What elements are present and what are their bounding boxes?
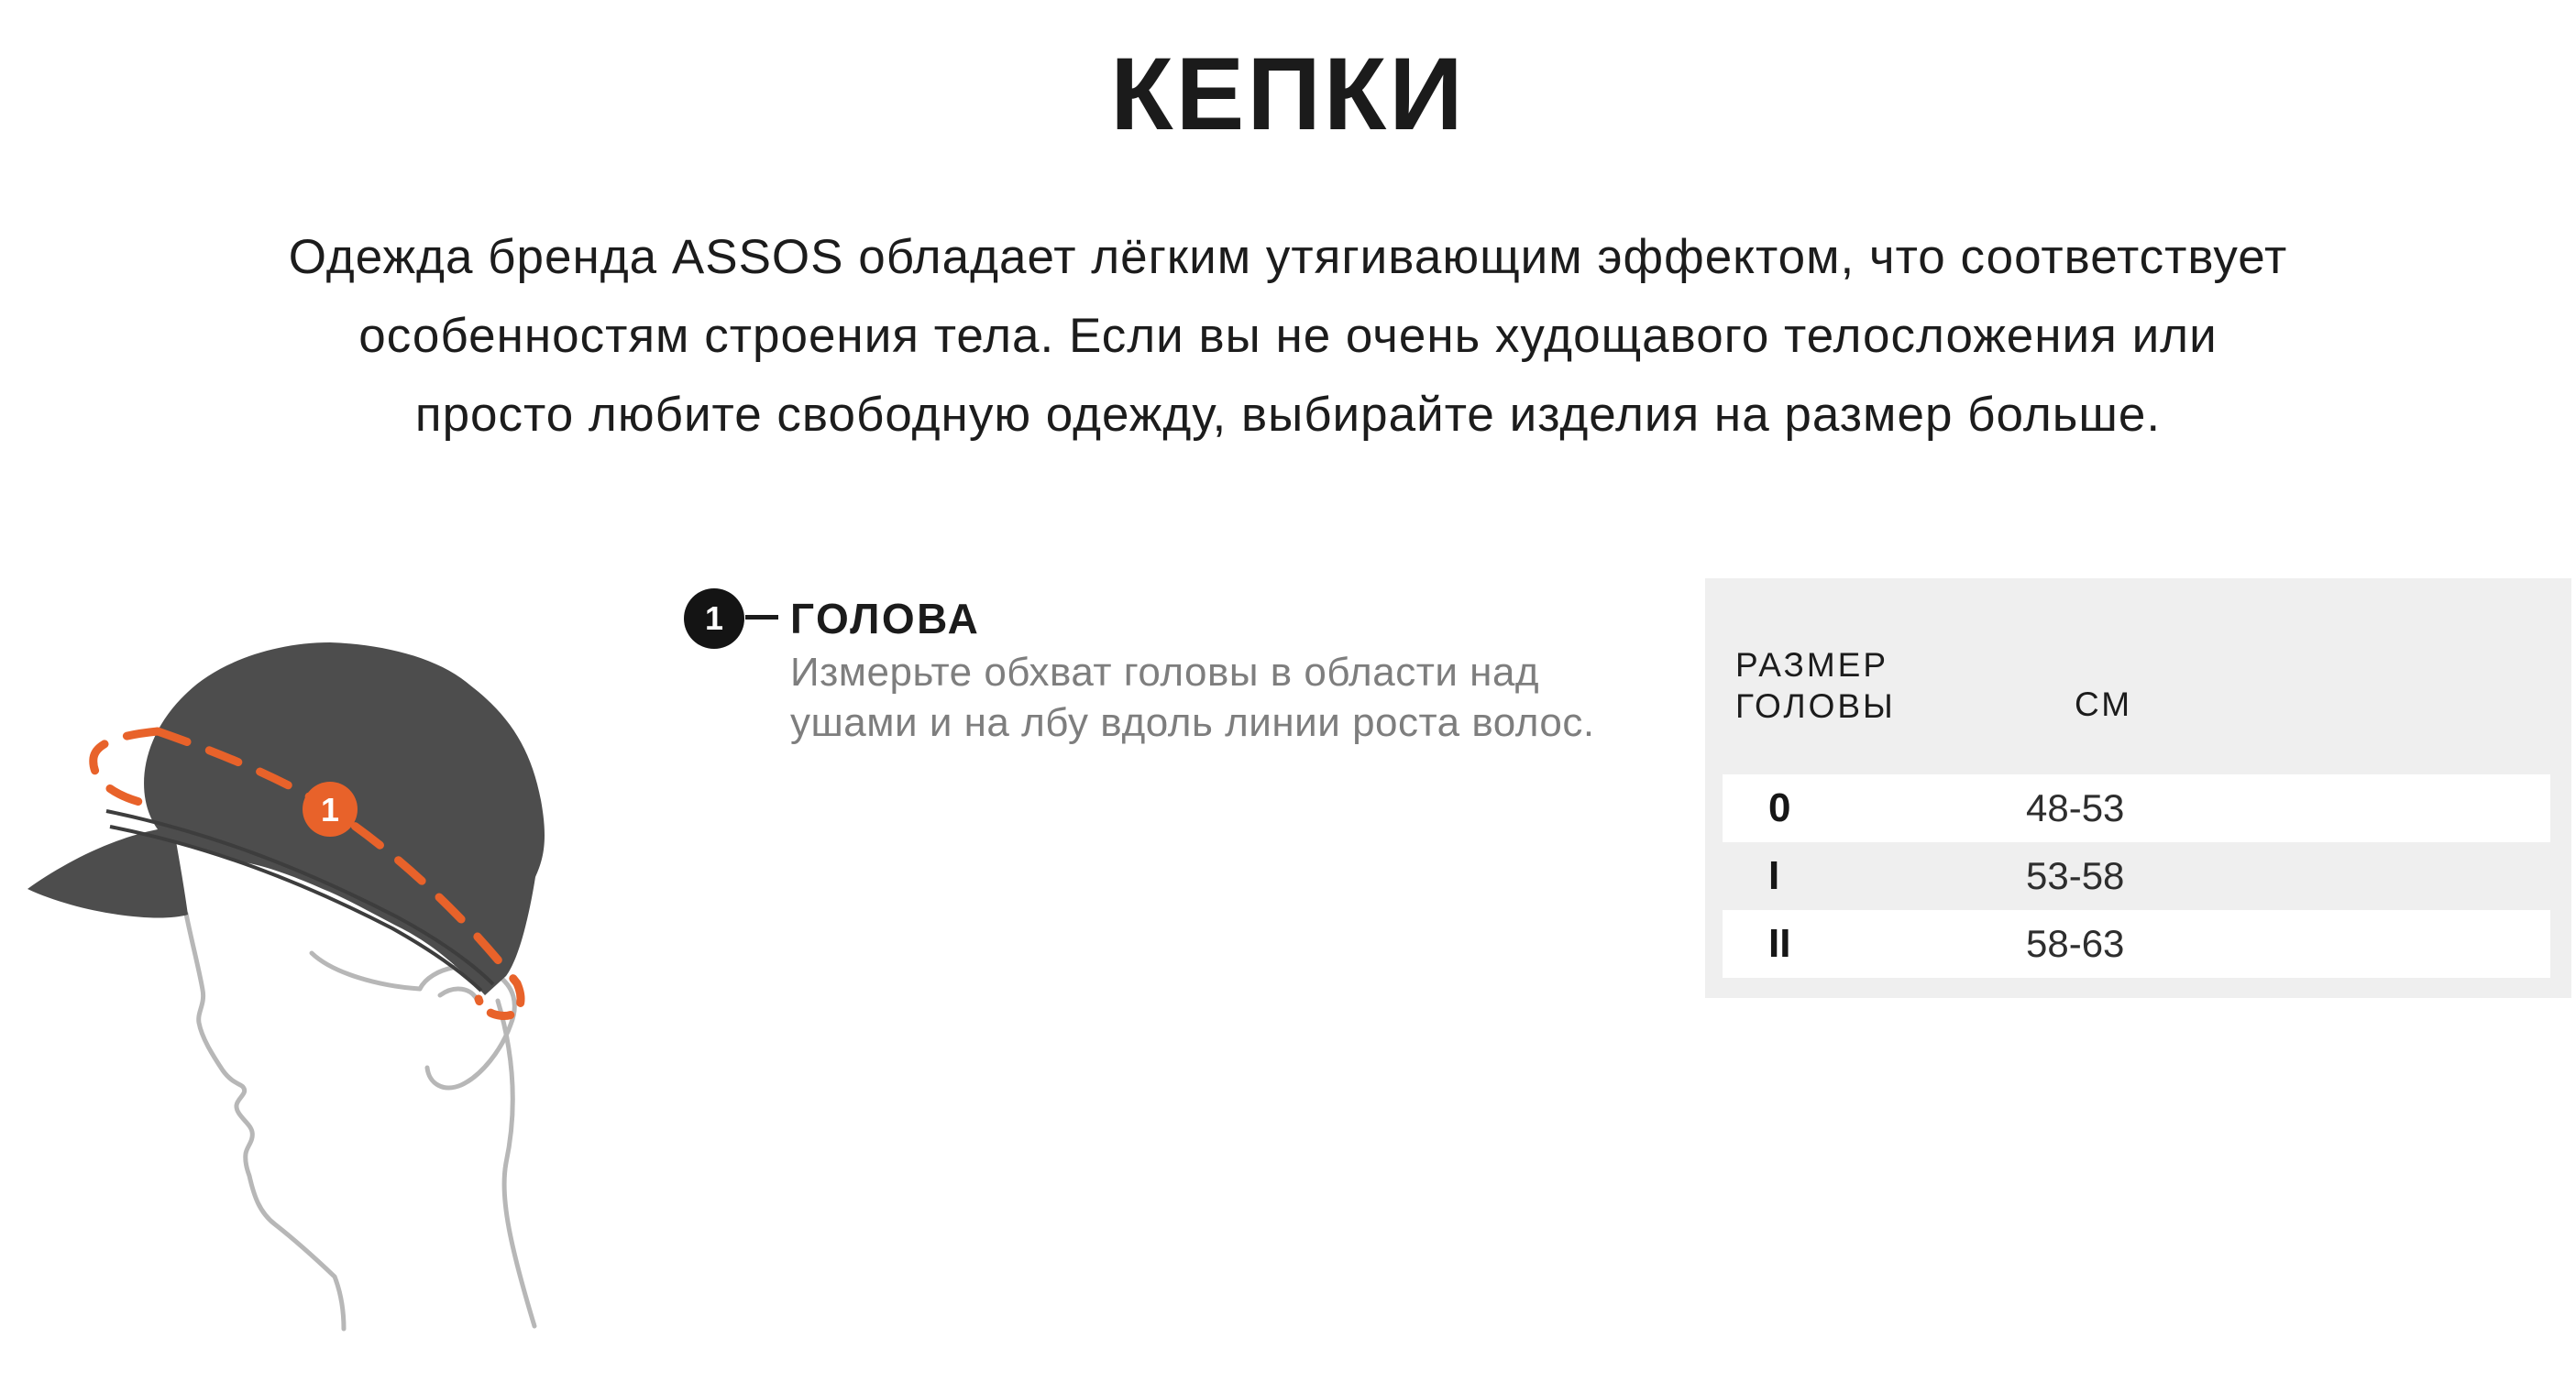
- cap: [28, 642, 545, 995]
- measure-point-1-number: 1: [320, 791, 340, 828]
- intro-line: Одежда бренда ASSOS обладает лёгким утягивающим эффектом, что соответствует: [288, 230, 2288, 284]
- size-table-col1-header: РАЗМЕР ГОЛОВЫ: [1735, 646, 1896, 725]
- cm-cell: 53-58: [2026, 854, 2125, 897]
- intro-paragraph: [115, 218, 2461, 455]
- head-cap-illustration: [23, 600, 591, 1343]
- table-row: [1723, 774, 2550, 842]
- table-row: [1723, 910, 2550, 978]
- size-cell: 0: [1768, 785, 1791, 830]
- intro-line: просто любите свободную одежду, выбирайте изделия на размер больше.: [414, 388, 2162, 442]
- intro-line: особенностям строения тела. Если вы не очень худощавого телосложения или: [358, 309, 2218, 363]
- size-cell: II: [1768, 921, 1791, 966]
- measurement-title: ГОЛОВА: [790, 595, 981, 642]
- measure-point-1-badge: [303, 782, 358, 837]
- size-table-panel: [1705, 578, 2571, 998]
- table-row: [1723, 842, 2550, 910]
- size-cell: I: [1768, 853, 1780, 898]
- measurement-description: Измерьте обхват головы в области над ушами и на лбу вдоль линии роста волос.: [790, 650, 1595, 745]
- cm-cell: 48-53: [2026, 786, 2125, 829]
- callout-1-badge: [684, 588, 744, 649]
- size-table-col2-header: СМ: [2075, 686, 2133, 723]
- callout-connector-line: [745, 615, 778, 620]
- cm-cell: 58-63: [2026, 922, 2125, 965]
- callout-1-number: 1: [704, 599, 724, 637]
- page-title: КЕПКИ: [1110, 37, 1466, 151]
- size-table-rows: [1723, 774, 2550, 978]
